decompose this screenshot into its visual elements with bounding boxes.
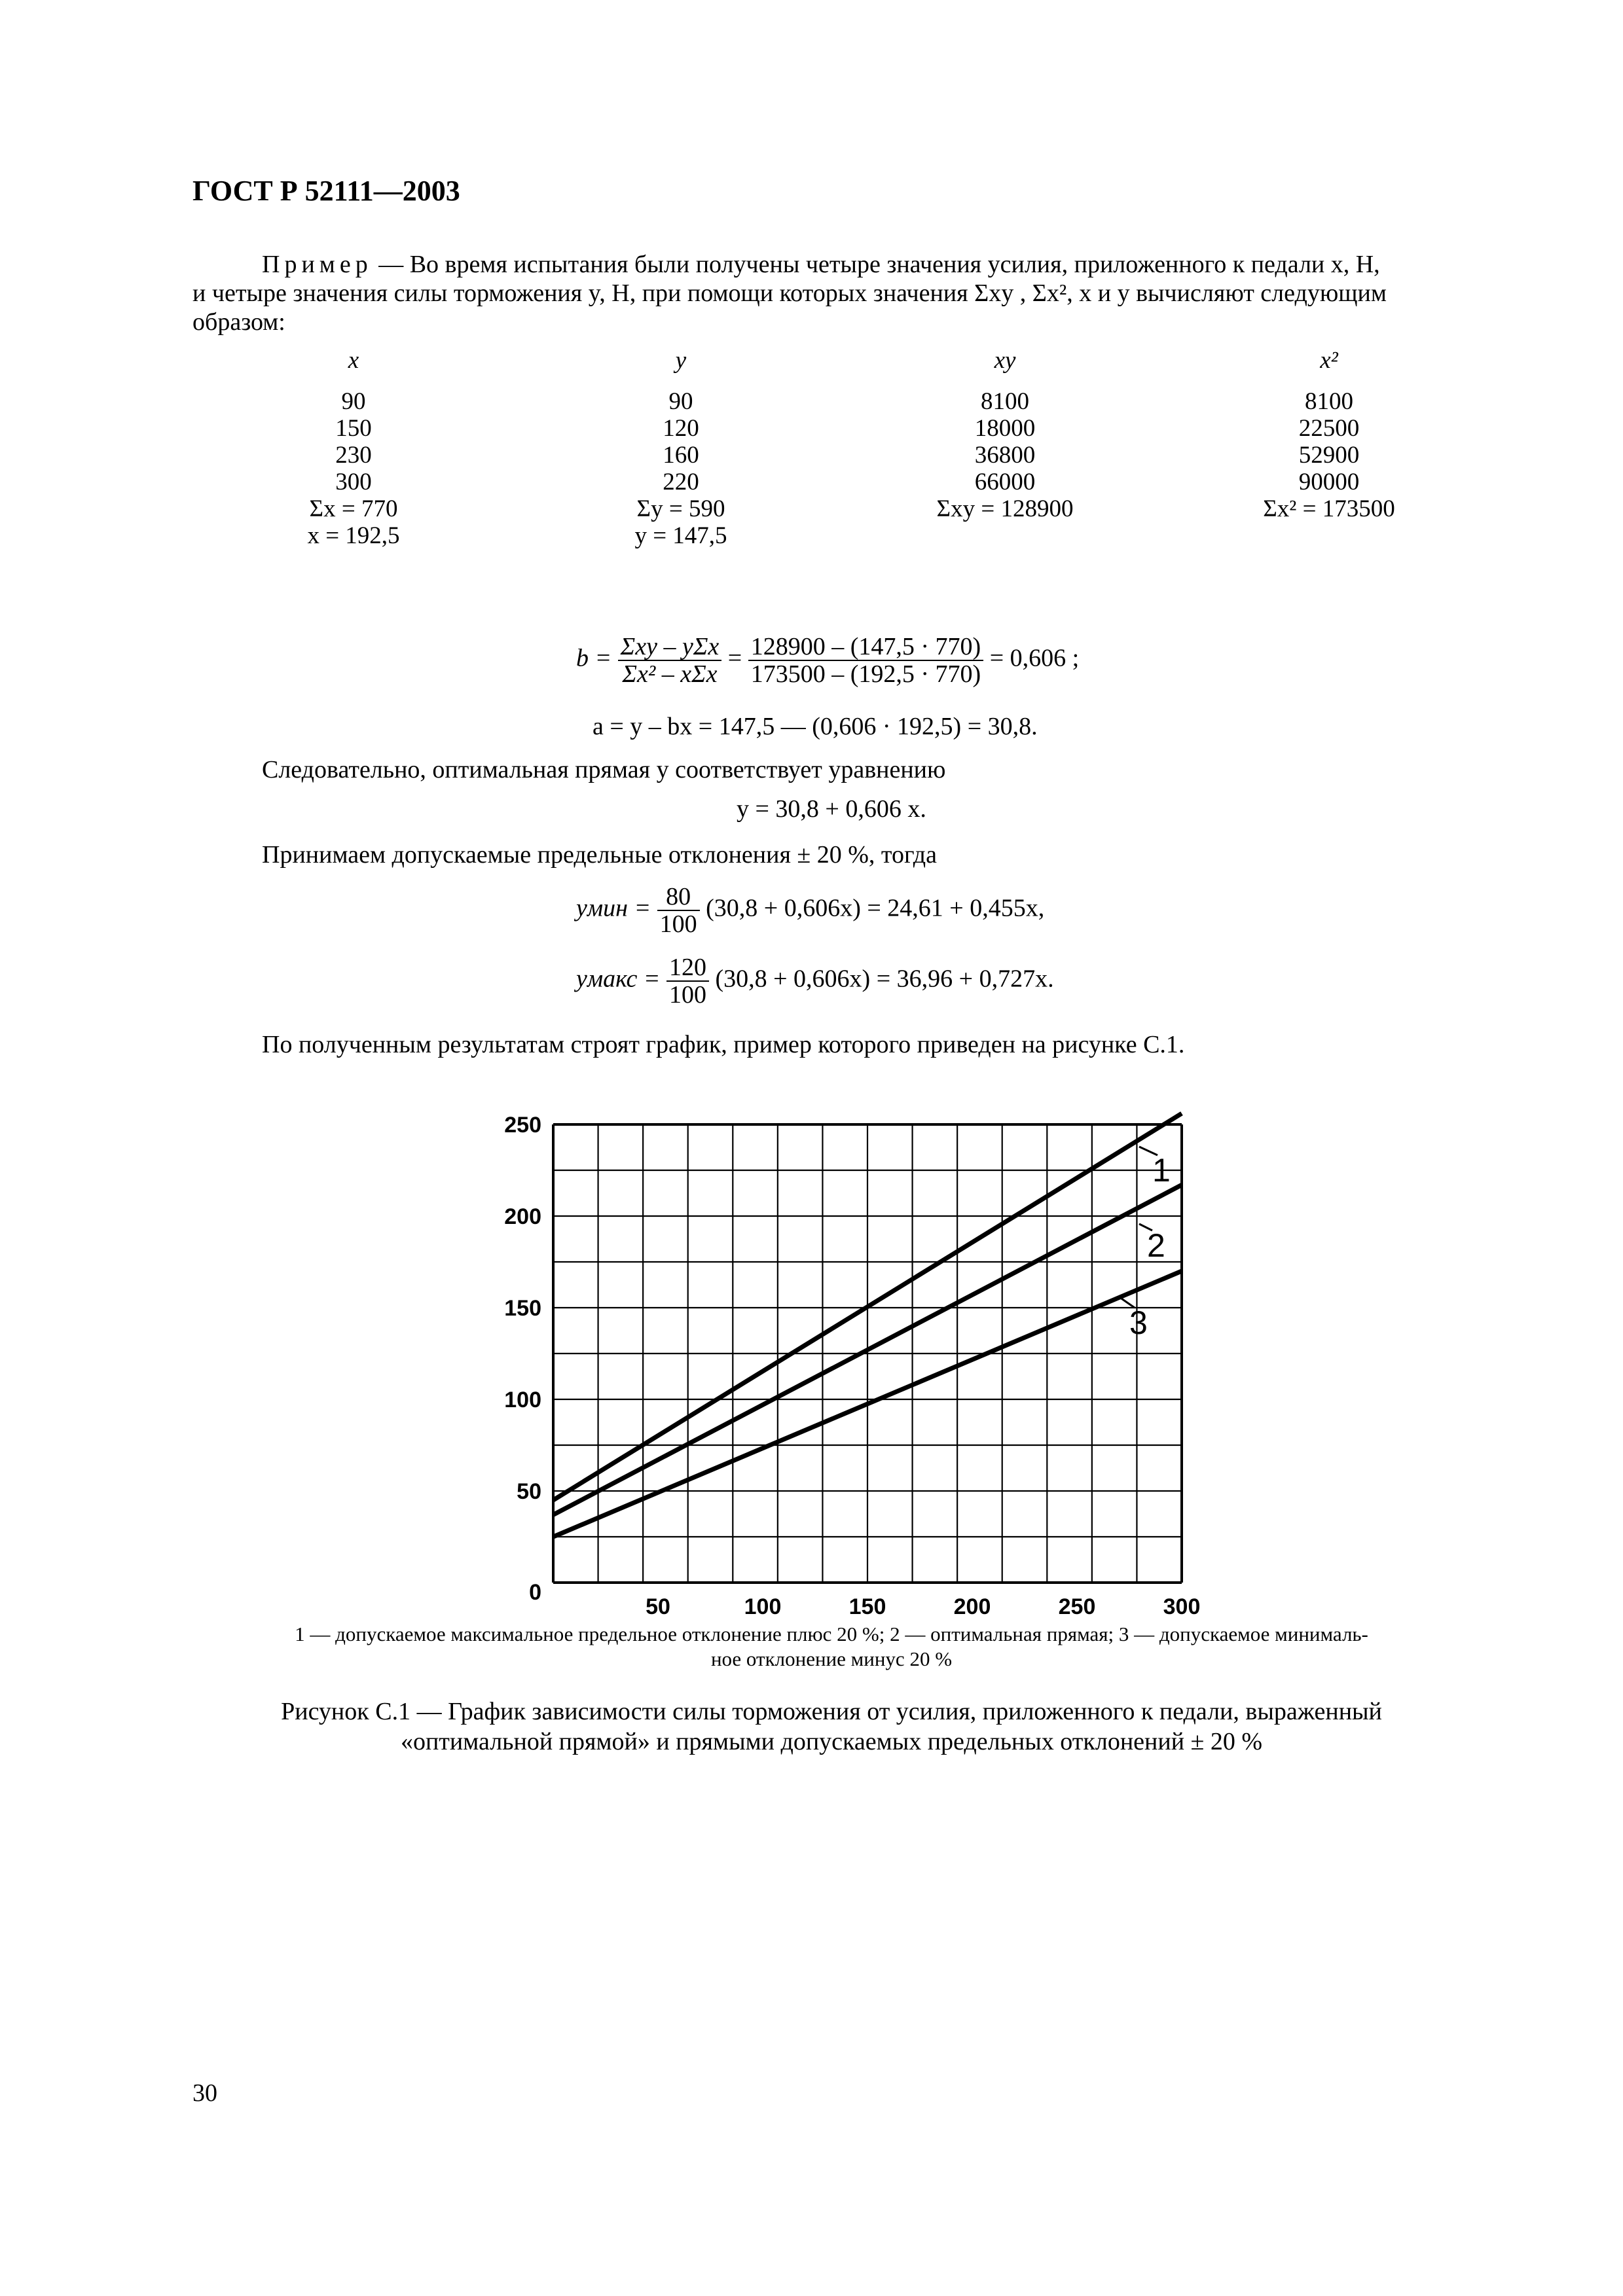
x-tick-label: 250 xyxy=(1058,1594,1096,1619)
y-tick-label: 100 xyxy=(504,1388,541,1412)
fraction-denominator: 100 xyxy=(668,981,706,1009)
table-column-y xyxy=(543,347,818,549)
table-cell: 160 xyxy=(663,442,699,469)
series-label-3: 3 xyxy=(1129,1304,1148,1341)
example-label: Пример xyxy=(262,251,373,278)
fraction-numeric xyxy=(748,634,983,687)
table-cell: 220 xyxy=(663,469,699,495)
table-cell: 18000 xyxy=(974,415,1036,442)
table-cell: 150 xyxy=(335,415,372,442)
figure-caption-line-1: Рисунок С.1 — График зависимости силы торможения от усилия, приложенного к педали, выраженный xyxy=(281,1698,1382,1725)
x-tick-label: 50 xyxy=(646,1594,670,1619)
table-cell: 66000 xyxy=(974,469,1036,495)
y-tick-label: 200 xyxy=(504,1204,541,1229)
x-tick-label: 150 xyxy=(848,1594,886,1619)
table-cell: 52900 xyxy=(1298,442,1360,469)
table-cell: 90000 xyxy=(1298,469,1360,495)
accept-text: Принимаем допускаемые предельные отклонения ± 20 %, тогда xyxy=(262,841,937,869)
column-header: y xyxy=(675,347,687,374)
chart-tick-labels xyxy=(504,1113,1200,1619)
table-cell: 8100 xyxy=(1305,388,1353,415)
plot-intro-text: По полученным результатам строят график, пример которого приведен на рисунке С.1. xyxy=(262,1031,1185,1058)
fraction-numerator: Σxy – yΣx xyxy=(618,634,722,661)
y-tick-label: 250 xyxy=(504,1113,541,1138)
table-column-xy xyxy=(867,347,1142,522)
table-cell: 120 xyxy=(663,415,699,442)
formula-b-lhs: b = xyxy=(576,644,612,672)
formula-ymax xyxy=(576,954,1054,1008)
column-mean: x = 192,5 xyxy=(307,522,400,549)
fraction-numerator: 80 xyxy=(657,884,700,911)
table-cell: 300 xyxy=(335,469,372,495)
y-tick-label: 0 xyxy=(529,1580,541,1605)
ymin-fraction xyxy=(657,884,700,937)
column-sum: Σx = 770 xyxy=(309,495,398,522)
series-label-2: 2 xyxy=(1147,1227,1165,1264)
ymin-lhs: yмин = xyxy=(576,894,651,922)
fraction-denominator: 173500 – (192,5 · 770) xyxy=(750,660,981,688)
legend-caption-line-2: ное отклонение минус 20 % xyxy=(710,1647,953,1670)
fraction-numerator: 120 xyxy=(666,954,709,982)
fraction-denominator: Σx² – xΣx xyxy=(622,660,718,688)
table-column-x xyxy=(216,347,491,549)
x-tick-label: 300 xyxy=(1163,1594,1201,1619)
table-cell: 90 xyxy=(341,388,366,415)
legend-caption xyxy=(177,1622,1486,1672)
braking-force-chart xyxy=(484,1100,1244,1623)
column-mean: y = 147,5 xyxy=(634,522,727,549)
intro-text-1: — Во время испытания были получены четыре значения усилия, приложенного к педали x, Н, xyxy=(372,251,1380,278)
fraction-numerator: 128900 – (147,5 · 770) xyxy=(748,634,983,661)
column-sum: Σx² = 173500 xyxy=(1263,495,1395,522)
column-sum: Σy = 590 xyxy=(636,495,725,522)
ymin-rhs: (30,8 + 0,606x) = 24,61 + 0,455x, xyxy=(706,894,1045,922)
intro-line-2: и четыре значения силы торможения y, Н, при помощи которых значения Σxy , Σx², x и y вычисляют следующим xyxy=(192,279,1387,307)
table-cell: 36800 xyxy=(974,442,1036,469)
x-tick-label: 200 xyxy=(953,1594,991,1619)
y-tick-label: 50 xyxy=(517,1479,541,1504)
chart-series-labels xyxy=(1120,1147,1171,1341)
ymax-lhs: yмакс = xyxy=(576,965,661,993)
legend-caption-line-1: 1 — допускаемое максимальное предельное отклонение плюс 20 %; 2 — оптимальная прямая; 3 — допускаемое минималь- xyxy=(295,1623,1368,1645)
table-cell: 8100 xyxy=(981,388,1029,415)
fraction-symbolic xyxy=(618,634,722,687)
formula-a: a = y – bx = 147,5 — (0,606 · 192,5) = 30,8. xyxy=(593,713,1038,740)
formula-b: b = $\frac{\text{Σxy – yΣx}}{\text{Σx² – xΣx}}$ = $\frac{128900 - (147,5 \cdot 770)}{173500 - (192,5 \cdot 770)}$ = 0,606 ; xyxy=(576,633,1080,688)
figure-caption-line-2: «оптимальной прямой» и прямыми допускаемых предельных отклонений ± 20 % xyxy=(400,1728,1263,1755)
formula-b-result: = 0,606 ; xyxy=(989,644,1080,672)
values-table xyxy=(0,347,1623,569)
series-label-1: 1 xyxy=(1152,1152,1171,1189)
table-cell: 22500 xyxy=(1298,415,1360,442)
fraction-denominator: 100 xyxy=(659,910,697,938)
table-column-x2 xyxy=(1192,347,1467,522)
column-header: xy xyxy=(994,347,1016,374)
intro-line-1 xyxy=(262,250,1380,279)
chart-grid xyxy=(553,1124,1182,1583)
therefore-text: Следовательно, оптимальная прямая y соответствует уравнению xyxy=(262,756,946,783)
figure-caption xyxy=(144,1696,1519,1757)
table-cell: 230 xyxy=(335,442,372,469)
ymax-rhs: (30,8 + 0,606x) = 36,96 + 0,727x. xyxy=(715,965,1054,993)
intro-line-3: образом: xyxy=(192,308,285,336)
column-sum: Σxy = 128900 xyxy=(936,495,1074,522)
page-number: 30 xyxy=(192,2079,217,2107)
document-header: ГОСТ Р 52111—2003 xyxy=(192,175,460,207)
column-header: x xyxy=(348,347,359,374)
formula-ymin xyxy=(576,884,1044,937)
optimal-equation: y = 30,8 + 0,606 x. xyxy=(737,795,926,823)
ymax-fraction xyxy=(666,954,709,1008)
x-tick-label: 100 xyxy=(744,1594,782,1619)
y-tick-label: 150 xyxy=(504,1296,541,1321)
column-header: x² xyxy=(1320,347,1338,374)
table-cell: 90 xyxy=(668,388,693,415)
